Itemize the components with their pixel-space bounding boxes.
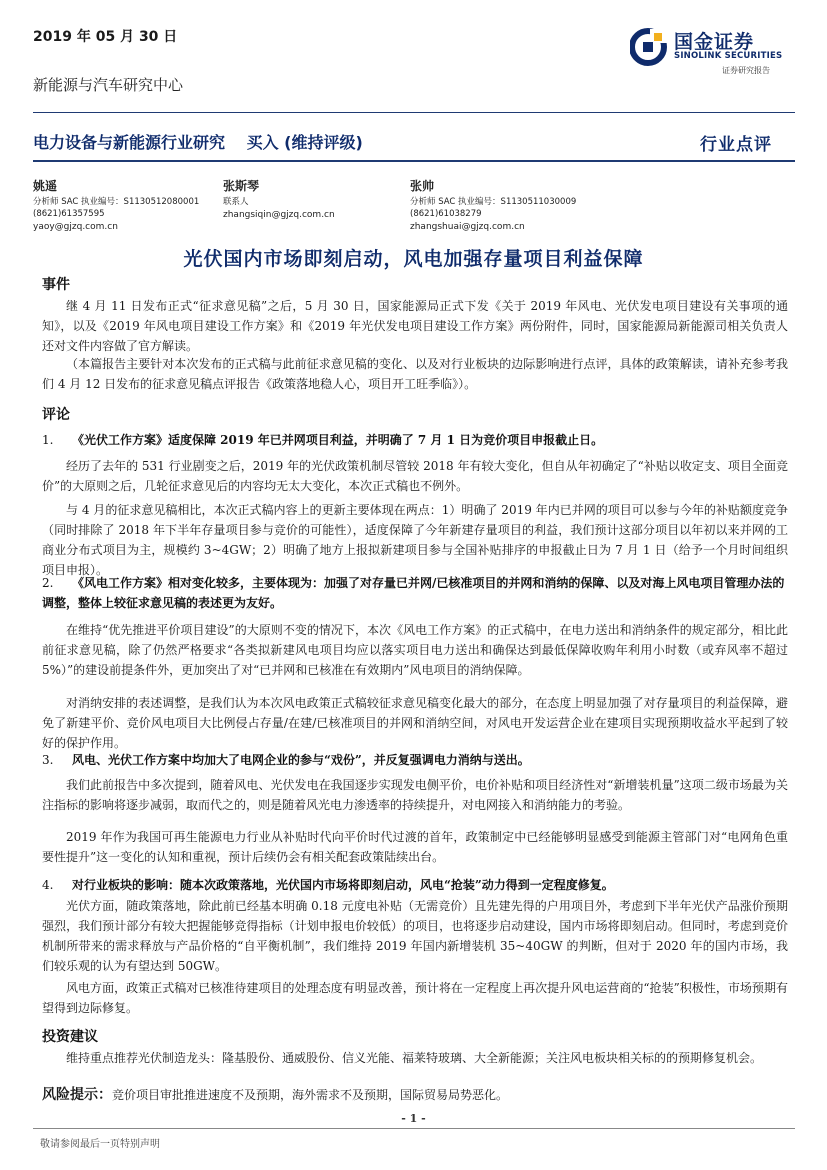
report-title: 光伏国内市场即刻启动，风电加强存量项目利益保障 <box>183 248 644 270</box>
comment-paragraph: 与 4 月的征求意见稿相比，本次正式稿内容上的更新主要体现在两点：1）明确了 2019 年内已并网的项目可以参与今年的补贴额度竞争（同时排除了 2018 年下半年存量项目参与竞价的可能性），适度保障了今年新建存量项目的利益，我们预计这部分项目以年初以来并网的工商业分布式项目为主，规模约 3~4GW；2）明确了地方上报拟新建项目参与全国补贴排序的申报截止日为 7 月 1 日（给予一个月时间组织项目申报）。 <box>42 503 788 577</box>
header-divider-bottom <box>33 160 795 162</box>
section-heading-investment: 投资建议 <box>42 1029 98 1045</box>
analyst-role: 联系人 <box>223 197 249 207</box>
analyst-name: 姚遥 <box>33 179 58 193</box>
comment-item-4 <box>42 875 788 895</box>
comment-paragraph: 风电方面，政策正式稿对已核准待建项目的处理态度有明显改善，预计将在一定程度上再次提升风电运营商的“抢装”积极性，市场预期有望得到边际修复。 <box>42 981 788 1015</box>
analyst-email[interactable]: yaoy@gjzq.com.cn <box>33 222 118 232</box>
item-text: 《风电工作方案》相对变化较多，主要体现为：加强了对存量已并网/已核准项目的并网和消纳的保障、以及对海上风电项目管理办法的调整，整体上较征求意见稿的表述更为友好。 <box>42 576 785 610</box>
page-number: - 1 - <box>401 1112 426 1125</box>
comment-paragraph: 2019 年作为我国可再生能源电力行业从补贴时代向平价时代过渡的首年，政策制定中已经能够明显感受到能源主管部门对“电网角色重要性提升”这一变化的认知和重视，预计后续仍会有相关配套政策陆续出台。 <box>42 830 788 864</box>
item-number: 2. <box>42 576 54 590</box>
comment-paragraph: 经历了去年的 531 行业剧变之后，2019 年的光伏政策机制尽管较 2018 年有较大变化，但自从年初确定了“补贴以收定支、项目全面竞价”的大原则之后，几轮征求意见后的内容均无太大变化，本次正式稿也不例外。 <box>42 459 788 493</box>
analyst-phone: (8621)61357595 <box>33 209 105 219</box>
analyst-phone: (8621)61038279 <box>410 209 482 219</box>
comment-item-2 <box>42 573 788 613</box>
comment-item-1 <box>42 430 788 450</box>
footer-divider <box>33 1128 795 1129</box>
item-text: 风电、光伏工作方案中均加大了电网企业的参与“戏份”，并反复强调电力消纳与送出。 <box>72 753 530 767</box>
logo-name-cn: 国金证券 <box>674 31 755 53</box>
analyst-role: 分析师 SAC 执业编号：S1130512080001 <box>33 197 200 207</box>
report-date: 2019 年 05 月 30 日 <box>33 29 178 45</box>
section-heading-comment: 评论 <box>42 407 70 423</box>
footer-disclaimer: 敬请参阅最后一页特别声明 <box>40 1139 160 1150</box>
item-text: 《光伏工作方案》适度保障 2019 年已并网项目利益，并明确了 7 月 1 日为竞价项目申报截止日。 <box>72 433 604 447</box>
investment-paragraph: 维持重点推荐光伏制造龙头：隆基股份、通威股份、信义光能、福莱特玻璃、大全新能源；关注风电板块相关标的的预期修复机会。 <box>66 1051 763 1065</box>
analyst-card <box>410 177 576 234</box>
comment-item-3 <box>42 750 788 770</box>
item-text: 对行业板块的影响：随本次政策落地，光伏国内市场将即刻启动，风电“抢装”动力得到一定程度修复。 <box>72 878 614 892</box>
item-number: 3. <box>42 753 54 767</box>
analyst-email[interactable]: zhangsiqin@gjzq.com.cn <box>223 210 335 220</box>
analyst-name: 张斯琴 <box>223 179 260 193</box>
analyst-name: 张帅 <box>410 179 435 193</box>
research-center: 新能源与汽车研究中心 <box>33 76 184 94</box>
comment-paragraph: 对消纳安排的表述调整，是我们认为本次风电政策正式稿较征求意见稿变化最大的部分，在态度上明显加强了对存量项目的利益保障，避免了新建平价、竞价风电项目大比例侵占存量/在建/已核准项目的并网和消纳空间，对风电开发运营企业在建项目实现预期收益水平起到了较好的保护作用。 <box>42 696 788 750</box>
item-number: 4. <box>42 878 54 892</box>
header-divider-top <box>33 112 795 113</box>
analyst-role: 分析师 SAC 执业编号：S1130511030009 <box>410 197 577 207</box>
risk-warning <box>42 1084 788 1105</box>
comment-paragraph: 光伏方面，随政策落地，除此前已经基本明确 0.18 元度电补贴（无需竞价）且先建先得的户用项目外，考虑到下半年光伏产品涨价预期强烈，我们预计部分有较大把握能够竞得指标（计划申报电价较低）的项目，也将逐步启动建设，国内市场将即刻启动。但同时，考虑到竞价机制所带来的需求释放与产品价格的“自平衡机制”，我们维持 2019 年国内新增装机 35~40GW 的判断，但对于 2020 年的国内市场，我们较乐观的认为有望达到 50GW。 <box>42 899 788 973</box>
event-paragraph: 继 4 月 11 日发布正式“征求意见稿”之后，5 月 30 日，国家能源局正式下发《关于 2019 年风电、光伏发电项目建设有关事项的通知》，以及《2019 年风电项目建设工作方案》和《2019 年光伏发电项目建设工作方案》两份附件，同时，国家能源局新能源司相关负责人还对文件内容做了官方解读。 <box>42 299 788 353</box>
logo-name-en: SINOLINK SECURITIES <box>674 51 783 61</box>
report-type: 行业点评 <box>700 135 772 155</box>
analyst-email[interactable]: zhangshuai@gjzq.com.cn <box>410 222 525 232</box>
section-heading-event: 事件 <box>42 277 70 293</box>
sinolink-logo-icon <box>630 27 670 67</box>
analyst-card <box>223 177 335 222</box>
logo-subtitle: 证券研究报告 <box>722 66 770 75</box>
company-logo <box>630 25 800 85</box>
comment-paragraph: 在维持“优先推进平价项目建设”的大原则不变的情况下，本次《风电工作方案》的正式稿中，在电力送出和消纳条件的规定部分，相比此前征求意见稿，除了仍然严格要求“各类拟新建风电项目均应以落实项目电力送出和确保达到最低保障收购年利用小时数（或弃风率不超过 5%）”的建设前提条件外，更加突出了对“已并网和已核准在有效期内”风电项目的消纳保障。 <box>42 623 788 677</box>
risk-text: 竞价项目审批推进速度不及预期，海外需求不及预期，国际贸易局势恶化。 <box>112 1088 509 1102</box>
item-number: 1. <box>42 433 54 447</box>
event-note-paragraph: （本篇报告主要针对本次发布的正式稿与此前征求意见稿的变化、以及对行业板块的边际影响进行点评，具体的政策解读，请补充参考我们 4 月 12 日发布的征求意见稿点评报告《政策落地稳人心，项目开工旺季临》）。 <box>42 357 788 391</box>
risk-label: 风险提示： <box>42 1087 112 1103</box>
comment-paragraph: 我们此前报告中多次提到，随着风电、光伏发电在我国逐步实现发电侧平价，电价补贴和项目经济性对“新增装机量”这项二级市场最为关注指标的影响将逐步减弱，取而代之的，则是随着风光电力渗透率的持续提升，对电网接入和消纳能力的考验。 <box>42 778 788 812</box>
industry-rating: 电力设备与新能源行业研究 买入 (维持评级) <box>33 133 363 152</box>
analyst-card <box>33 177 199 234</box>
